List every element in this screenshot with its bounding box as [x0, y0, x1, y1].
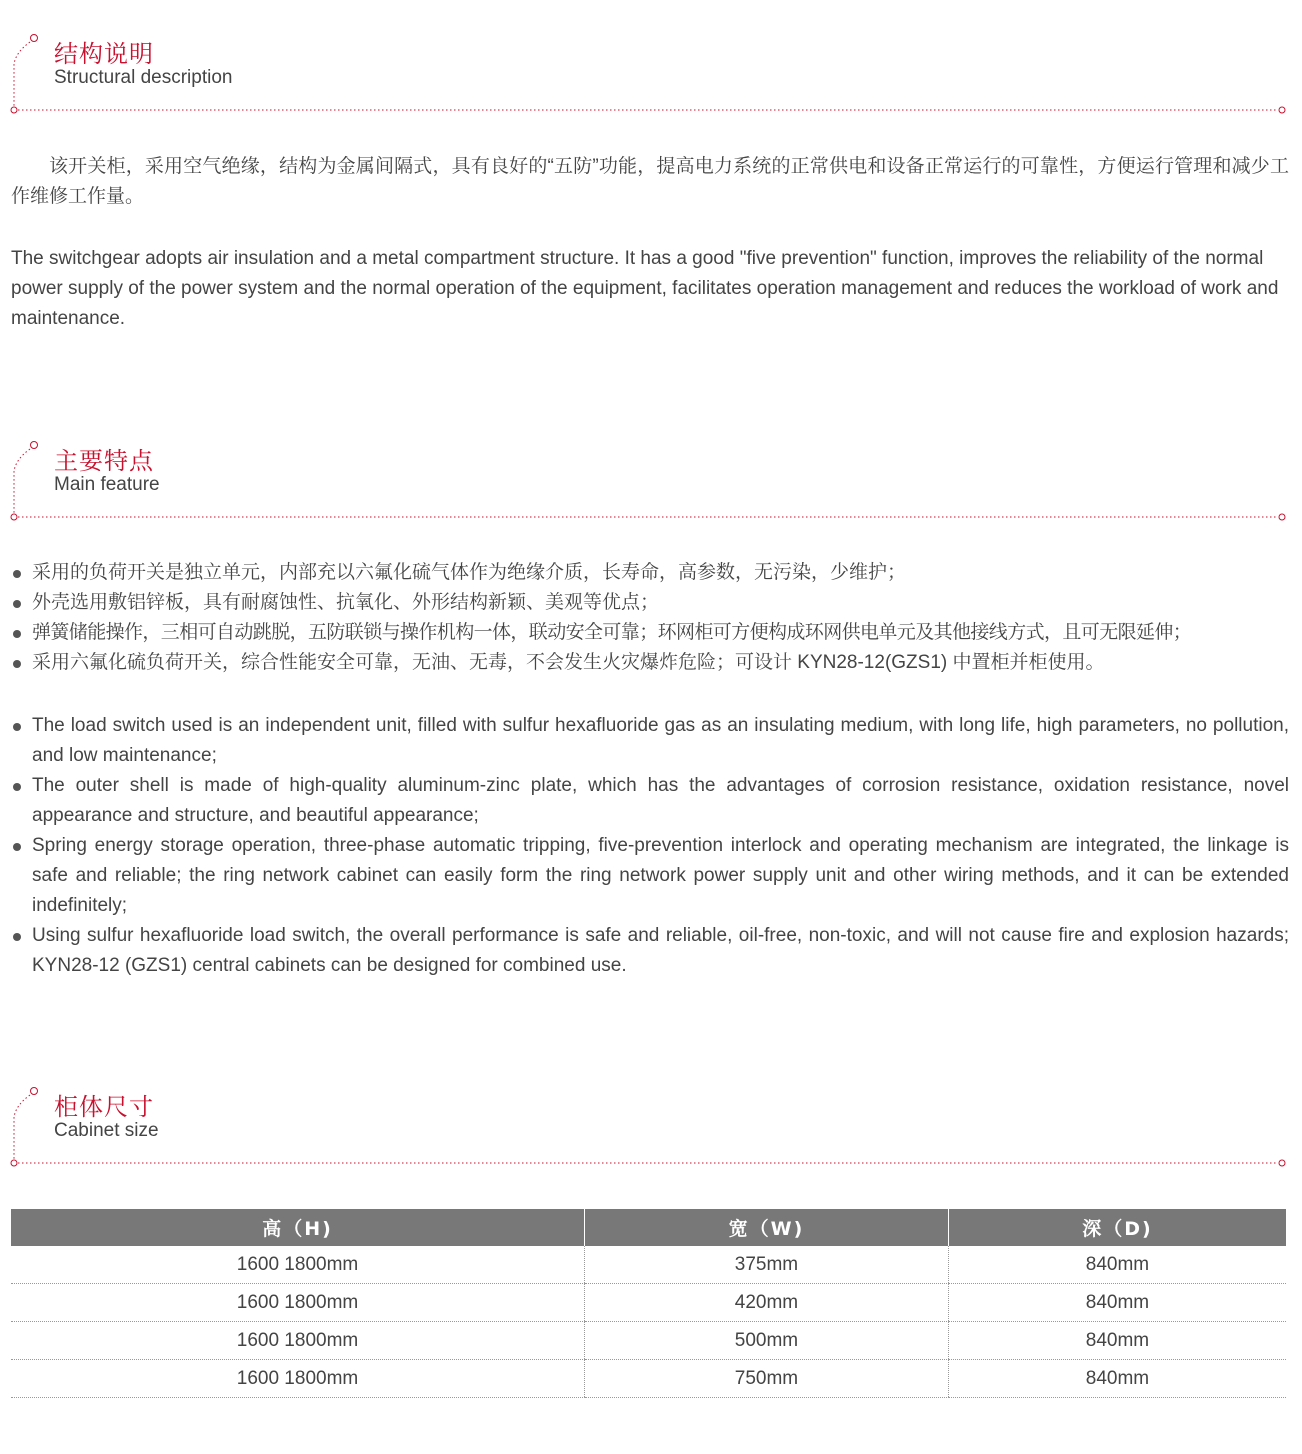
list-item [11, 711, 1289, 771]
structure-description-en: The switchgear adopts air insulation and a metal compartment structure. It has a good "five prevention" function, improves the reliability of the normal power supply of the power system and the normal operation of the equipment, facilitates operation management and reduces the workload of work and maintenance. [11, 248, 1279, 329]
feature-text: The load switch used is an independent unit, filled with sulfur hexafluoride gas as an insulating medium, with long life, high parameters, no pollution, and low maintenance; [32, 715, 1289, 766]
depth-cell: 840mm [948, 1322, 1286, 1360]
feature-text: 弹簧储能操作，三相可自动跳脱，五防联锁与操作机构一体，联动安全可靠；环网柜可方便构成环网供电单元及其他接线方式，且可无限延伸； [32, 622, 1192, 643]
height-cell: 1600 1800mm [11, 1284, 585, 1322]
list-item [11, 588, 1289, 618]
section-title-en: Main feature [54, 474, 160, 495]
list-item [11, 648, 1289, 678]
height-cell: 1600 1800mm [11, 1322, 585, 1360]
section-title-cn: 柜体尺寸 [54, 1094, 154, 1121]
bullet-icon [13, 933, 21, 941]
feature-text: The outer shell is made of high-quality aluminum-zinc plate, which has the advantages of corrosion resistance, oxidation resistance, novel appearance and structure, and beautiful appearance; [32, 775, 1289, 826]
bullet-icon [13, 843, 21, 851]
table-row [11, 1284, 1286, 1322]
depth-cell: 840mm [948, 1284, 1286, 1322]
width-cell: 500mm [585, 1322, 949, 1360]
depth-cell: 840mm [948, 1360, 1286, 1398]
column-header-width: 宽（W) [585, 1209, 949, 1246]
section-divider-icon [10, 1083, 1290, 1173]
height-cell: 1600 1800mm [11, 1246, 585, 1284]
width-cell: 420mm [585, 1284, 949, 1322]
section-title-en: Structural description [54, 67, 233, 88]
feature-text: Spring energy storage operation, three-phase automatic tripping, five-prevention interlock and operating mechanism are integrated, the linkage is safe and reliable; the ring network cabinet can easily form the ring network power supply unit and other wiring methods, and it can be extended indefinitely; [32, 835, 1289, 916]
section-header-features [0, 437, 1302, 527]
bullet-icon [13, 570, 21, 578]
depth-cell: 840mm [948, 1246, 1286, 1284]
list-item [11, 921, 1289, 981]
list-item [11, 831, 1289, 921]
structure-description-cn: 该开关柜，采用空气绝缘，结构为金属间隔式，具有良好的“五防”功能，提高电力系统的正常供电和设备正常运行的可靠性，方便运行管理和减少工作维修工作量。 [11, 156, 1289, 207]
bullet-icon [13, 600, 21, 608]
feature-text: 采用六氟化硫负荷开关，综合性能安全可靠，无油、无毒，不会发生火灾爆炸危险；可设计 KYN28-12(GZS1) 中置柜并柜使用。 [32, 652, 1105, 673]
section-title-en: Cabinet size [54, 1120, 159, 1141]
feature-text: 外壳选用敷铝锌板，具有耐腐蚀性、抗氧化、外形结构新颖、美观等优点； [32, 592, 660, 613]
list-item [11, 558, 1289, 588]
bullet-icon [13, 783, 21, 791]
bullet-icon [13, 660, 21, 668]
feature-text: Using sulfur hexafluoride load switch, the overall performance is safe and reliable, oil-free, non-toxic, and will not cause fire and explosion hazards; KYN28-12 (GZS1) central cabinets can be designed for combined use. [32, 925, 1289, 976]
cabinet-size-table [11, 1209, 1286, 1398]
table-row [11, 1322, 1286, 1360]
feature-list-en [11, 711, 1289, 981]
table-row [11, 1246, 1286, 1284]
bullet-icon [13, 723, 21, 731]
section-title-cn: 结构说明 [54, 41, 154, 68]
column-header-height: 高（H) [11, 1209, 585, 1246]
list-item [11, 618, 1289, 648]
list-item [11, 771, 1289, 831]
section-title-cn: 主要特点 [54, 448, 154, 475]
table-row [11, 1360, 1286, 1398]
section-divider-icon [10, 437, 1290, 527]
height-cell: 1600 1800mm [11, 1360, 585, 1398]
table-header-row [11, 1209, 1286, 1246]
column-header-depth: 深（D) [948, 1209, 1286, 1246]
bullet-icon [13, 630, 21, 638]
section-header-structure [0, 30, 1302, 120]
feature-list-cn [11, 558, 1289, 678]
section-header-size [0, 1083, 1302, 1173]
width-cell: 750mm [585, 1360, 949, 1398]
feature-text: 采用的负荷开关是独立单元，内部充以六氟化硫气体作为绝缘介质，长寿命，高参数，无污染，少维护； [32, 562, 907, 583]
width-cell: 375mm [585, 1246, 949, 1284]
